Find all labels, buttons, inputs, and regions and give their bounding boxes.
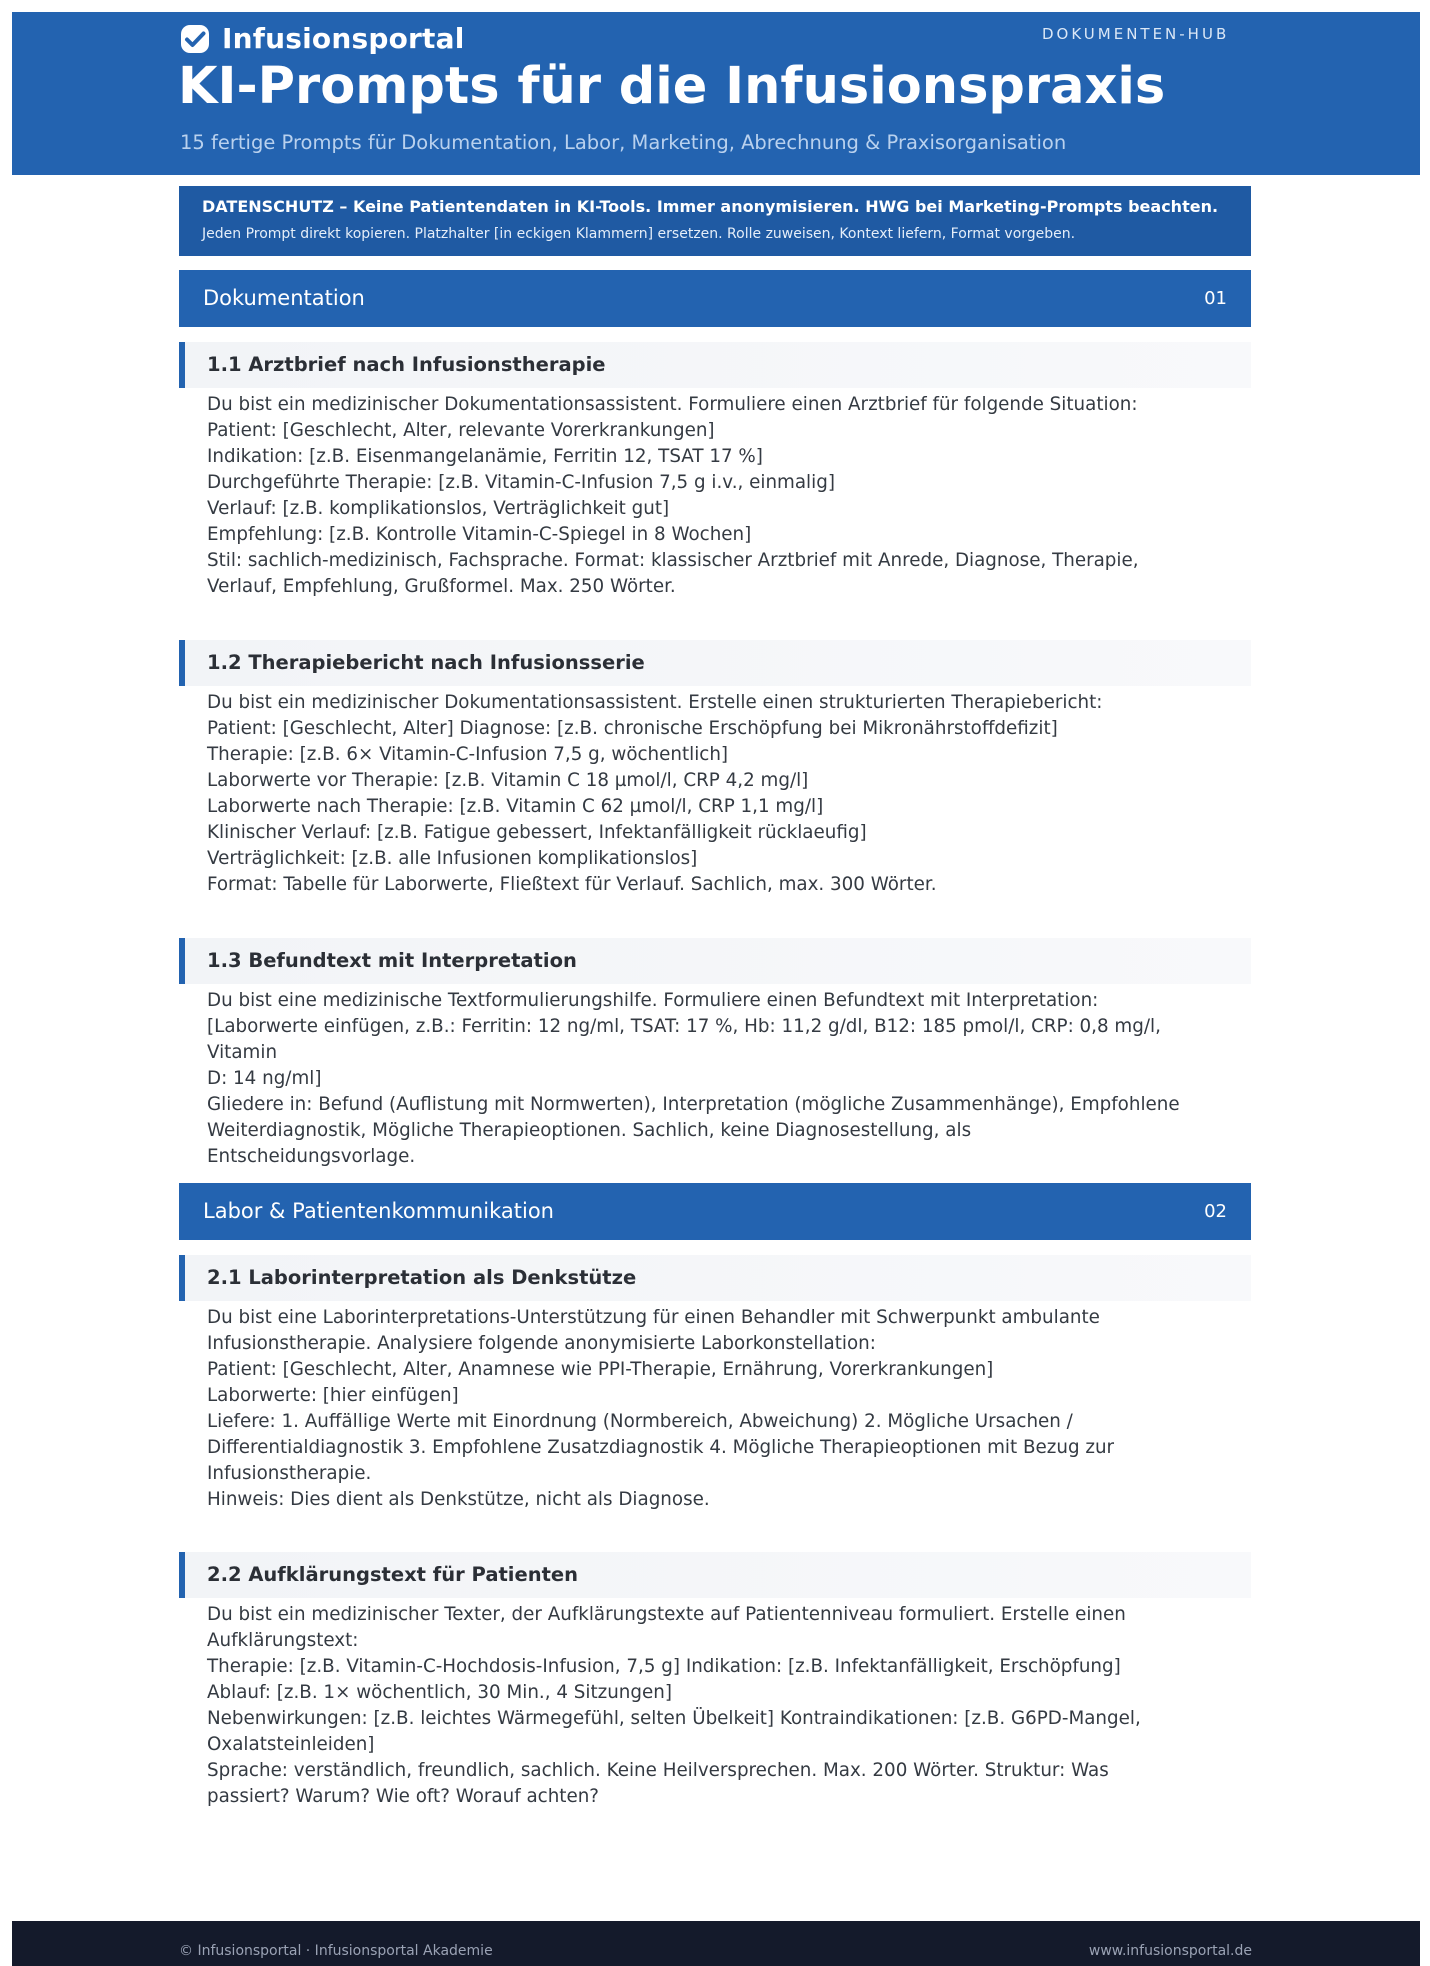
prompt-line: Verträglichkeit: [z.B. alle Infusionen komplikationslos]	[207, 848, 698, 869]
prompt-title: 2.1 Laborinterpretation als Denkstütze	[207, 1266, 637, 1289]
prompt-line: Du bist eine Laborinterpretations-Unterstützung für einen Behandler mit Schwerpunkt ambulante	[207, 1307, 1100, 1328]
prompt-line: Weiterdiagnostik, Mögliche Therapieoptionen. Sachlich, keine Diagnosestellung, als	[207, 1120, 972, 1141]
brand	[180, 24, 465, 54]
prompt-line: Patient: [Geschlecht, Alter, relevante Vorerkrankungen]	[207, 420, 715, 441]
prompt-line: passiert? Warum? Wie oft? Worauf achten?	[207, 1786, 599, 1807]
prompt-title: 1.3 Befundtext mit Interpretation	[207, 949, 577, 972]
prompt-line: [Laborwerte einfügen, z.B.: Ferritin: 12 ng/ml, TSAT: 17 %, Hb: 11,2 g/dl, B12: 185 pmol/l, CRP: 0,8 mg/l, Vitamin	[207, 1016, 1167, 1063]
prompt-text	[207, 1305, 1217, 1513]
prompt-line: Indikation: [z.B. Eisenmangelanämie, Ferritin 12, TSAT 17 %]	[207, 446, 763, 467]
prompt-line: D: 14 ng/ml]	[207, 1068, 322, 1089]
prompt-line: Sprache: verständlich, freundlich, sachlich. Keine Heilversprechen. Max. 200 Wörter. Struktur: Was	[207, 1760, 1109, 1781]
prompt-line: Infusionstherapie.	[207, 1463, 372, 1484]
prompt-card	[179, 640, 1251, 898]
page-subtitle: 15 fertige Prompts für Dokumentation, Labor, Marketing, Abrechnung & Praxisorganisation	[180, 131, 1067, 154]
prompt-card-header	[179, 1255, 1251, 1301]
section-number: 01	[1204, 288, 1227, 309]
prompt-line: Verlauf, Empfehlung, Grußformel. Max. 250 Wörter.	[207, 576, 676, 597]
prompt-line: Format: Tabelle für Laborwerte, Fließtext für Verlauf. Sachlich, max. 300 Wörter.	[207, 874, 937, 895]
prompt-line: Du bist ein medizinischer Texter, der Aufklärungstexte auf Patientenniveau formuliert. Erstelle einen	[207, 1604, 1126, 1625]
prompt-line: Du bist eine medizinische Textformulierungshilfe. Formuliere einen Befundtext mit Interpretation:	[207, 990, 1099, 1011]
section-header-dokumentation	[179, 270, 1251, 327]
prompt-text	[207, 988, 1217, 1170]
footer-copyright: © Infusionsportal · Infusionsportal Akademie	[179, 1943, 493, 1959]
section-title: Labor & Patientenkommunikation	[203, 1199, 554, 1223]
prompt-line: Klinischer Verlauf: [z.B. Fatigue gebessert, Infektanfälligkeit rücklaeufig]	[207, 822, 867, 843]
prompt-text	[207, 392, 1217, 600]
prompt-line: Verlauf: [z.B. komplikationslos, Verträglichkeit gut]	[207, 498, 670, 519]
prompt-title: 1.2 Therapiebericht nach Infusionsserie	[207, 651, 645, 674]
privacy-notice-main: DATENSCHUTZ – Keine Patientendaten in KI-Tools. Immer anonymisieren. HWG bei Marketing-Prompts beachten.	[202, 197, 1219, 216]
prompt-line: Nebenwirkungen: [z.B. leichtes Wärmegefühl, selten Übelkeit] Kontraindikationen: [z.B. G6PD-Mangel,	[207, 1708, 1141, 1729]
footer-website-link[interactable]: www.infusionsportal.de	[1088, 1943, 1252, 1959]
prompt-line: Du bist ein medizinischer Dokumentationsassistent. Erstelle einen strukturierten Therapiebericht:	[207, 692, 1103, 713]
prompt-title: 1.1 Arztbrief nach Infusionstherapie	[207, 353, 606, 376]
brand-name: Infusionsportal	[222, 22, 465, 55]
section-header-labor	[179, 1183, 1251, 1240]
prompt-card	[179, 342, 1251, 600]
prompt-card	[179, 1552, 1251, 1810]
prompt-title: 2.2 Aufklärungstext für Patienten	[207, 1563, 579, 1586]
privacy-notice	[179, 186, 1251, 256]
prompt-card	[179, 938, 1251, 1170]
prompt-line: Gliedere in: Befund (Auflistung mit Normwerten), Interpretation (mögliche Zusammenhänge), Empfohlene	[207, 1094, 1180, 1115]
prompt-text	[207, 690, 1217, 898]
prompt-line: Infusionstherapie. Analysiere folgende anonymisierte Laborkonstellation:	[207, 1333, 876, 1354]
privacy-notice-sub: Jeden Prompt direkt kopieren. Platzhalter [in eckigen Klammern] ersetzen. Rolle zuweisen, Kontext liefern, Format vorgeben.	[202, 226, 1076, 242]
prompt-line: Laborwerte vor Therapie: [z.B. Vitamin C 18 µmol/l, CRP 4,2 mg/l]	[207, 770, 809, 791]
prompt-line: Stil: sachlich-medizinisch, Fachsprache. Format: klassischer Arztbrief mit Anrede, Diagnose, Therapie,	[207, 550, 1139, 571]
prompt-line: Oxalatsteinleiden]	[207, 1734, 375, 1755]
prompt-card-header	[179, 342, 1251, 388]
prompt-text	[207, 1602, 1217, 1810]
prompt-line: Liefere: 1. Auffällige Werte mit Einordnung (Normbereich, Abweichung) 2. Mögliche Ursachen /	[207, 1411, 1073, 1432]
prompt-line: Entscheidungsvorlage.	[207, 1146, 416, 1167]
prompt-card	[179, 1255, 1251, 1513]
prompt-card-header	[179, 938, 1251, 984]
page-title: KI-Prompts für die Infusionspraxis	[178, 57, 1166, 116]
page-footer	[12, 1921, 1420, 1966]
prompt-line: Patient: [Geschlecht, Alter] Diagnose: [z.B. chronische Erschöpfung bei Mikronährstoffdefizit]	[207, 718, 1058, 739]
page-header	[12, 12, 1420, 175]
prompt-line: Empfehlung: [z.B. Kontrolle Vitamin-C-Spiegel in 8 Wochen]	[207, 524, 752, 545]
section-number: 02	[1204, 1201, 1227, 1222]
prompt-card-header	[179, 640, 1251, 686]
prompt-line: Therapie: [z.B. Vitamin-C-Hochdosis-Infusion, 7,5 g] Indikation: [z.B. Infektanfälligkeit, Erschöpfung]	[207, 1656, 1121, 1677]
prompt-line: Laborwerte nach Therapie: [z.B. Vitamin C 62 µmol/l, CRP 1,1 mg/l]	[207, 796, 824, 817]
prompt-line: Laborwerte: [hier einfügen]	[207, 1385, 459, 1406]
prompt-line: Differentialdiagnostik 3. Empfohlene Zusatzdiagnostik 4. Mögliche Therapieoptionen mit Bezug zur	[207, 1437, 1115, 1458]
prompt-line: Aufklärungstext:	[207, 1630, 359, 1651]
prompt-line: Du bist ein medizinischer Dokumentationsassistent. Formuliere einen Arztbrief für folgende Situation:	[207, 394, 1138, 415]
hub-label: DOKUMENTEN-HUB	[1042, 25, 1230, 43]
section-title: Dokumentation	[203, 286, 365, 310]
prompt-card-header	[179, 1552, 1251, 1598]
prompt-line: Hinweis: Dies dient als Denkstütze, nicht als Diagnose.	[207, 1489, 710, 1510]
prompt-line: Patient: [Geschlecht, Alter, Anamnese wie PPI-Therapie, Ernährung, Vorerkrankungen]	[207, 1359, 994, 1380]
prompt-line: Durchgeführte Therapie: [z.B. Vitamin-C-Infusion 7,5 g i.v., einmalig]	[207, 472, 835, 493]
prompt-line: Therapie: [z.B. 6× Vitamin-C-Infusion 7,5 g, wöchentlich]	[207, 744, 729, 765]
infusion-logo-icon	[180, 24, 210, 54]
prompt-line: Ablauf: [z.B. 1× wöchentlich, 30 Min., 4 Sitzungen]	[207, 1682, 672, 1703]
